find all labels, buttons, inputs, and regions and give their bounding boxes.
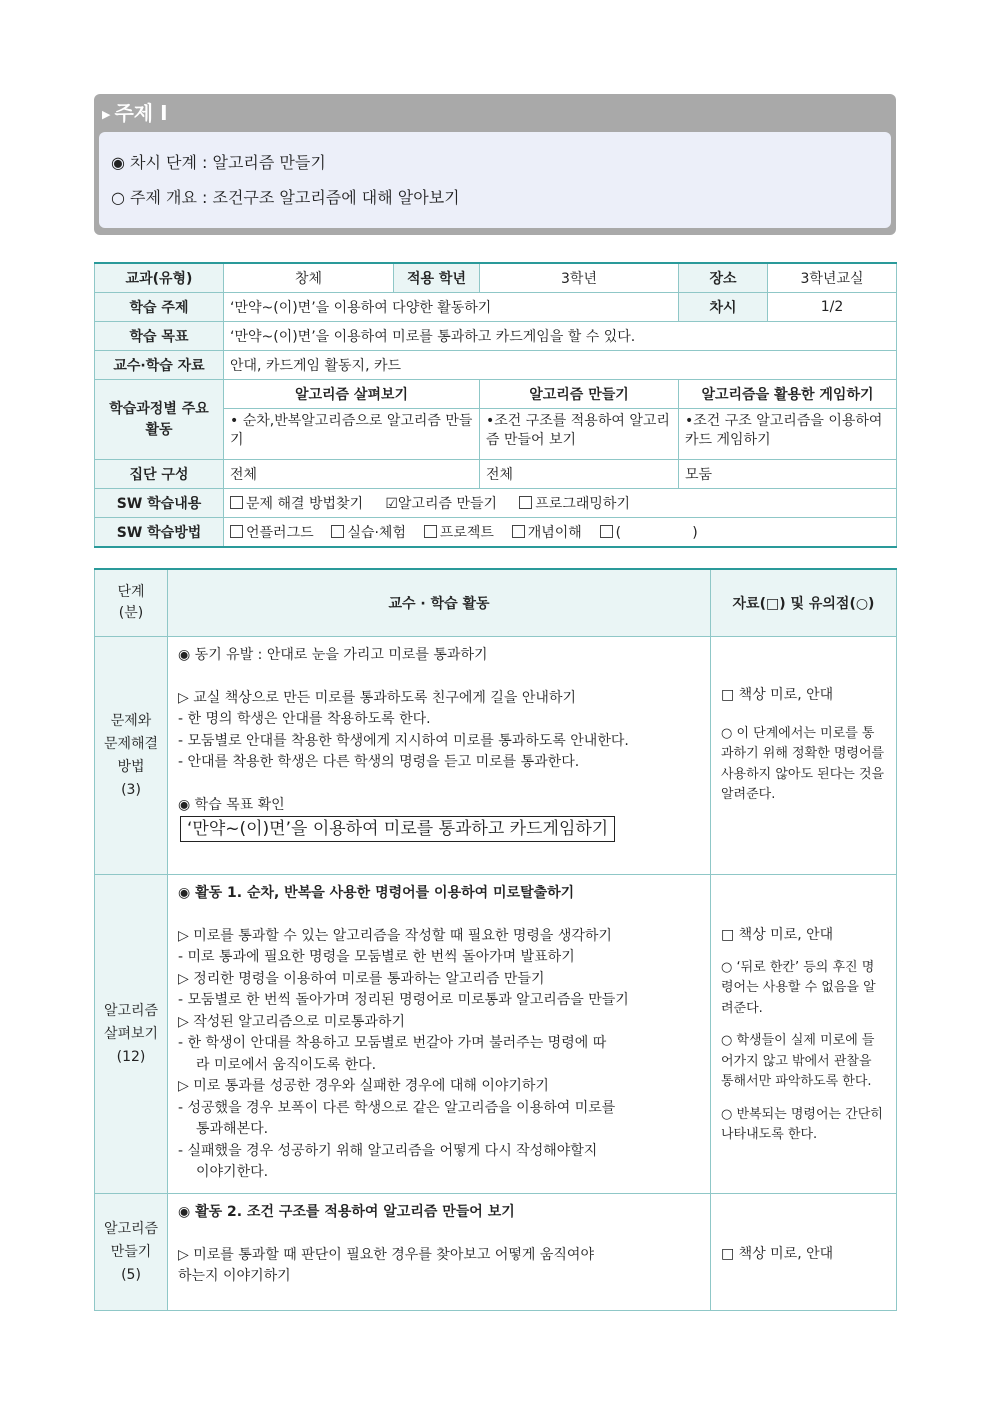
material-value: 안대, 카드게임 활동지, 카드 [224, 351, 897, 380]
note-line: □ 책상 미로, 안대 [721, 687, 834, 703]
stage-cell [95, 1194, 168, 1311]
checkbox-icon[interactable] [230, 525, 243, 538]
sw-method-option: ( ) [615, 525, 698, 541]
activity-line: - 안대를 착용한 학생은 다른 학생의 명령을 듣고 미로를 통과한다. [178, 754, 580, 770]
material-label: 교수·학습 자료 [95, 351, 224, 380]
activity-line: - 모둠별로 안대를 착용한 학생에게 지시하여 미로를 통과하도록 안내한다. [178, 732, 629, 749]
group-label: 집단 구성 [95, 460, 224, 489]
activity-line: ▷ 미로를 통과할 수 있는 알고리즘을 작성할 때 필요한 명령을 생각하기 [178, 927, 612, 944]
sw-method-option: 언플러그드 [246, 525, 314, 541]
activity-cell [168, 1194, 711, 1311]
topic-stage: ◉ 차시 단계 : 알고리즘 만들기 [111, 153, 326, 172]
activity-line: 이야기한다. [196, 1164, 269, 1180]
grade-label: 적용 학년 [394, 263, 480, 293]
subject-label: 교과(유형) [95, 263, 224, 293]
activity-line: 통과해본다. [196, 1121, 269, 1137]
stage-text: (5) [121, 1266, 141, 1283]
activity-line: - 실패했을 경우 성공하기 위해 알고리즘을 어떻게 다시 작성해야할지 [178, 1142, 598, 1159]
activity-line: ▷ 미로를 통과할 때 판단이 필요한 경우를 찾아보고 어떻게 움직여야 [178, 1246, 594, 1263]
process-item-3: •조건 구조 알고리즘을 이용하여 카드 게임하기 [679, 409, 897, 460]
activity-line: ▷ 정리한 명령을 이용하여 미로를 통과하는 알고리즘 만들기 [178, 970, 545, 987]
lesson-plan-table [94, 568, 897, 1311]
activity-title: ◉ 활동 1. 순차, 반복을 사용한 명령어를 이용하여 미로탈출하기 [178, 885, 575, 901]
stage-text: 방법 [117, 758, 145, 775]
checkbox-icon[interactable] [424, 525, 437, 538]
activity-line: ▷ 작성된 알고리즘으로 미로통과하기 [178, 1013, 405, 1030]
triangle-right-icon: ▶ [102, 107, 111, 121]
session-value: 1/2 [768, 293, 897, 322]
theme-label: 학습 주제 [95, 293, 224, 322]
sw-content-label: SW 학습내용 [95, 489, 224, 518]
topic-box [94, 94, 896, 235]
plan-head-stage: 단계 (분) [95, 569, 168, 637]
activity-cell [168, 875, 711, 1194]
note-line: □ 책상 미로, 안대 [721, 1246, 834, 1262]
activity-line: - 성공했을 경우 보폭이 다른 학생으로 같은 알고리즘을 이용하여 미로를 [178, 1099, 616, 1116]
stage-cell [95, 637, 168, 875]
sw-method-option: 프로젝트 [439, 525, 494, 541]
checkbox-icon[interactable] [512, 525, 525, 538]
plan-head-note: 자료(□) 및 유의점(○) [711, 569, 897, 637]
activity-cell [168, 637, 711, 875]
activity-line: ▷ 교실 책상으로 만든 미로를 통과하도록 친구에게 길을 안내하기 [178, 689, 576, 706]
theme-value: ‘만약~(이)면’을 이용하여 다양한 활동하기 [224, 293, 679, 322]
topic-title: 주제 I [114, 101, 168, 125]
note-cell [711, 1194, 897, 1311]
stage-text: (12) [116, 1048, 146, 1065]
stage-text: 알고리즘 [103, 1220, 159, 1237]
process-item-2: •조건 구조를 적용하여 알고리즘 만들어 보기 [480, 409, 679, 460]
checkbox-icon[interactable] [600, 525, 613, 538]
stage-text: (3) [121, 781, 141, 798]
session-label: 차시 [679, 293, 768, 322]
group-value-3: 모둠 [679, 460, 897, 489]
sw-method-option: 실습·체험 [347, 525, 406, 541]
activity-line: - 모둠별로 한 번씩 돌아가며 정리된 명령어로 미로통과 알고리즘을 만들기 [178, 992, 629, 1008]
place-value: 3학년교실 [768, 263, 897, 293]
activity-title: ◉ 활동 2. 조건 구조를 적용하여 알고리즘 만들어 보기 [178, 1204, 515, 1220]
checkbox-icon[interactable] [331, 525, 344, 538]
activity-line: 하는지 이야기하기 [178, 1268, 291, 1284]
sw-content-option: 문제 해결 방법찾기 [246, 496, 364, 512]
group-value-2: 전체 [480, 460, 679, 489]
note-line: ○ 반복되는 명령어는 간단히 나타내도록 한다. [721, 1106, 883, 1142]
sw-method-label: SW 학습방법 [95, 518, 224, 548]
activity-line: ▷ 미로 통과를 성공한 경우와 실패한 경우에 대해 이야기하기 [178, 1078, 549, 1094]
process-item-1: • 순차,반복알고리즘으로 알고리즘 만들기 [224, 409, 480, 460]
sw-method-options [224, 518, 897, 548]
checkbox-icon[interactable] [519, 496, 532, 509]
activity-line: - 한 학생이 안대를 착용하고 모둠별로 번갈아 가며 불러주는 명령에 따 [178, 1035, 607, 1051]
stage-text: 만들기 [110, 1243, 152, 1260]
stage-text: 살펴보기 [103, 1025, 159, 1042]
note-line: □ 책상 미로, 안대 [721, 927, 834, 943]
sw-content-option-checked[interactable]: ☑알고리즘 만들기 [385, 496, 498, 512]
process-head-3: 알고리즘을 활용한 게임하기 [679, 380, 897, 409]
note-line: ○ 이 단계에서는 미로를 통과하기 위해 정확한 명령어를 사용하지 않아도 된다는 것을 알려준다. [721, 725, 885, 802]
stage-cell [95, 875, 168, 1194]
process-head-2: 알고리즘 만들기 [480, 380, 679, 409]
note-line: ○ 학생들이 실제 미로에 들어가지 않고 밖에서 관찰을 통해서만 파악하도록 한다. [721, 1033, 875, 1089]
sw-content-option: 프로그래밍하기 [535, 496, 630, 512]
stage-text: 알고리즘 [103, 1002, 159, 1019]
topic-header [102, 98, 168, 128]
goal-box: ‘만약~(이)면’을 이용하여 미로를 통과하고 카드게임하기 [180, 816, 615, 842]
plan-head-activity: 교수 · 학습 활동 [168, 569, 711, 637]
process-head-1: 알고리즘 살펴보기 [224, 380, 480, 409]
topic-inner [99, 132, 891, 228]
goal-value: ‘만약~(이)면’을 이용하여 미로를 통과하고 카드게임을 할 수 있다. [224, 322, 897, 351]
checkbox-icon[interactable] [230, 496, 243, 509]
activity-line: - 한 명의 학생은 안대를 착용하도록 한다. [178, 711, 431, 727]
note-line: ○ ‘뒤로 한칸’ 등의 후진 명령어는 사용할 수 없음을 알려준다. [721, 959, 876, 1016]
sw-method-option: 개념이해 [527, 525, 582, 541]
stage-text: 문제와 [110, 712, 152, 729]
activity-line: ◉ 동기 유발 : 안대로 눈을 가리고 미로를 통과하기 [178, 647, 488, 663]
topic-overview: ○ 주제 개요 : 조건구조 알고리즘에 대해 알아보기 [111, 188, 460, 207]
group-value-1: 전체 [224, 460, 480, 489]
activity-line: - 미로 통과에 필요한 명령을 모둠별로 한 번씩 돌아가며 발표하기 [178, 949, 575, 965]
goal-label: 학습 목표 [95, 322, 224, 351]
note-cell [711, 637, 897, 875]
process-label: 학습과정별 주요 활동 [95, 380, 224, 460]
activity-line: 라 미로에서 움직이도록 한다. [196, 1056, 377, 1073]
sw-content-options [224, 489, 897, 518]
lesson-info-table [94, 262, 897, 548]
place-label: 장소 [679, 263, 768, 293]
grade-value: 3학년 [480, 263, 679, 293]
activity-line: ◉ 학습 목표 확인 [178, 796, 285, 813]
note-cell [711, 875, 897, 1194]
subject-value: 창체 [224, 263, 394, 293]
stage-text: 문제해결 [103, 735, 159, 752]
